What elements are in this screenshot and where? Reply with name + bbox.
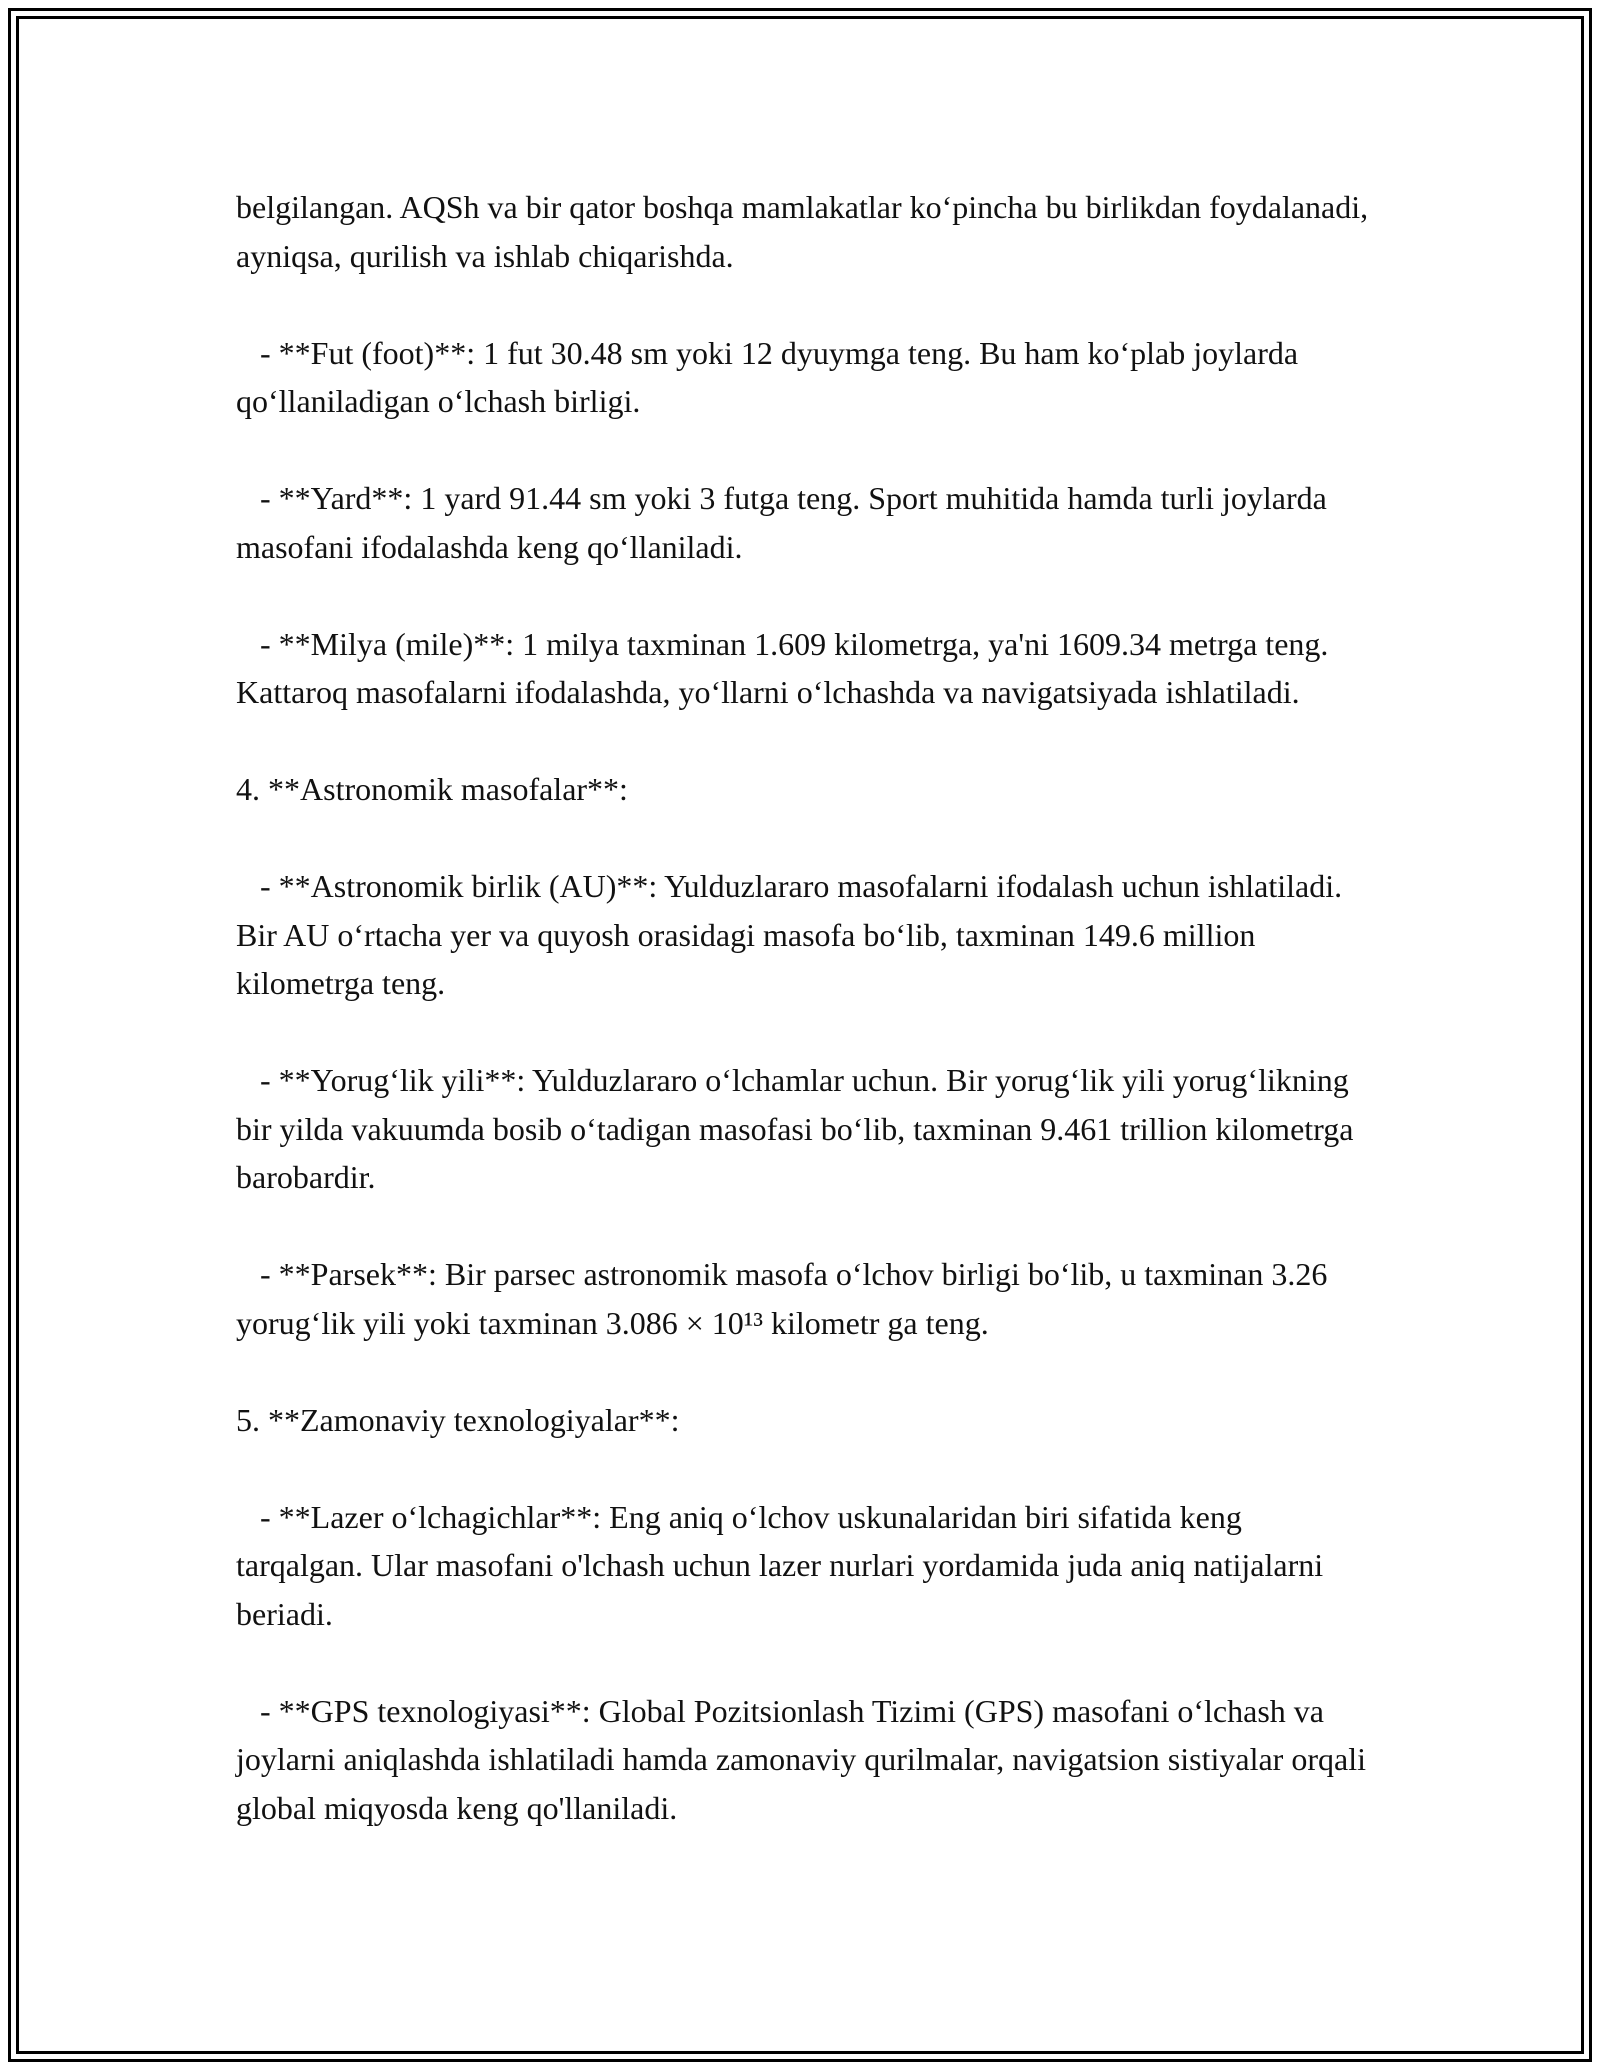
- paragraph-unit-definition-end: belgilangan. AQSh va bir qator boshqa mamlakatlar ko‘pincha bu birlikdan foydalanadi, ayniqsa, qurilish va ishlab chiqarishda.: [236, 189, 1377, 274]
- list-item-mile: - **Milya (mile)**: 1 milya taxminan 1.609 kilometrga, ya'ni 1609.34 metrga teng. Kattaroq masofalarni ifodalashda, yo‘llarni o‘lchashda va navigatsiyada ishlatiladi.: [236, 625, 1337, 710]
- document-body: [236, 183, 1376, 1832]
- list-item-parsec: - **Parsek**: Bir parsec astronomik masofa o‘lchov birligi bo‘lib, u taxminan 3.26 yorug‘lik yili yoki taxminan 3.086 × 10¹³ kilometr ga teng.: [236, 1256, 1336, 1341]
- list-item-yard: - **Yard**: 1 yard 91.44 sm yoki 3 futga teng. Sport muhitida hamda turli joylarda masofani ifodalashda keng qo‘llaniladi.: [236, 480, 1335, 565]
- list-item-light-year: - **Yorug‘lik yili**: Yulduzlararo o‘lchamlar uchun. Bir yorug‘lik yili yorug‘likning bir yilda vakuumda bosib o‘tadigan masofasi bo‘lib, taxminan 9.461 trillion kilometrga barobardir.: [236, 1062, 1362, 1195]
- list-item-astronomical-unit: - **Astronomik birlik (AU)**: Yulduzlararo masofalarni ifodalash uchun ishlatiladi. Bir AU o‘rtacha yer va quyosh orasidagi masofa bo‘lib, taxminan 149.6 million kilometrga teng.: [236, 868, 1351, 1001]
- section-heading-modern-technology: 5. **Zamonaviy texnologiyalar**:: [236, 1401, 680, 1438]
- list-item-gps: - **GPS texnologiyasi**: Global Pozitsionlash Tizimi (GPS) masofani o‘lchash va joylarni aniqlashda ishlatiladi hamda zamonaviy qurilmalar, navigatsion sistiyalar orqali global miqyosda keng qo'llaniladi.: [236, 1692, 1374, 1826]
- list-item-laser-meters: - **Lazer o‘lchagichlar**: Eng aniq o‘lchov uskunalaridan biri sifatida keng tarqalgan. Ular masofani o'lchash uchun lazer nurlari yordamida juda aniq natijalarni beriadi.: [236, 1498, 1332, 1632]
- section-heading-astronomical: 4. **Astronomik masofalar**:: [236, 771, 628, 807]
- list-item-foot: - **Fut (foot)**: 1 fut 30.48 sm yoki 12 dyuymga teng. Bu ham ko‘plab joylarda qo‘llaniladigan o‘lchash birligi.: [236, 334, 1307, 419]
